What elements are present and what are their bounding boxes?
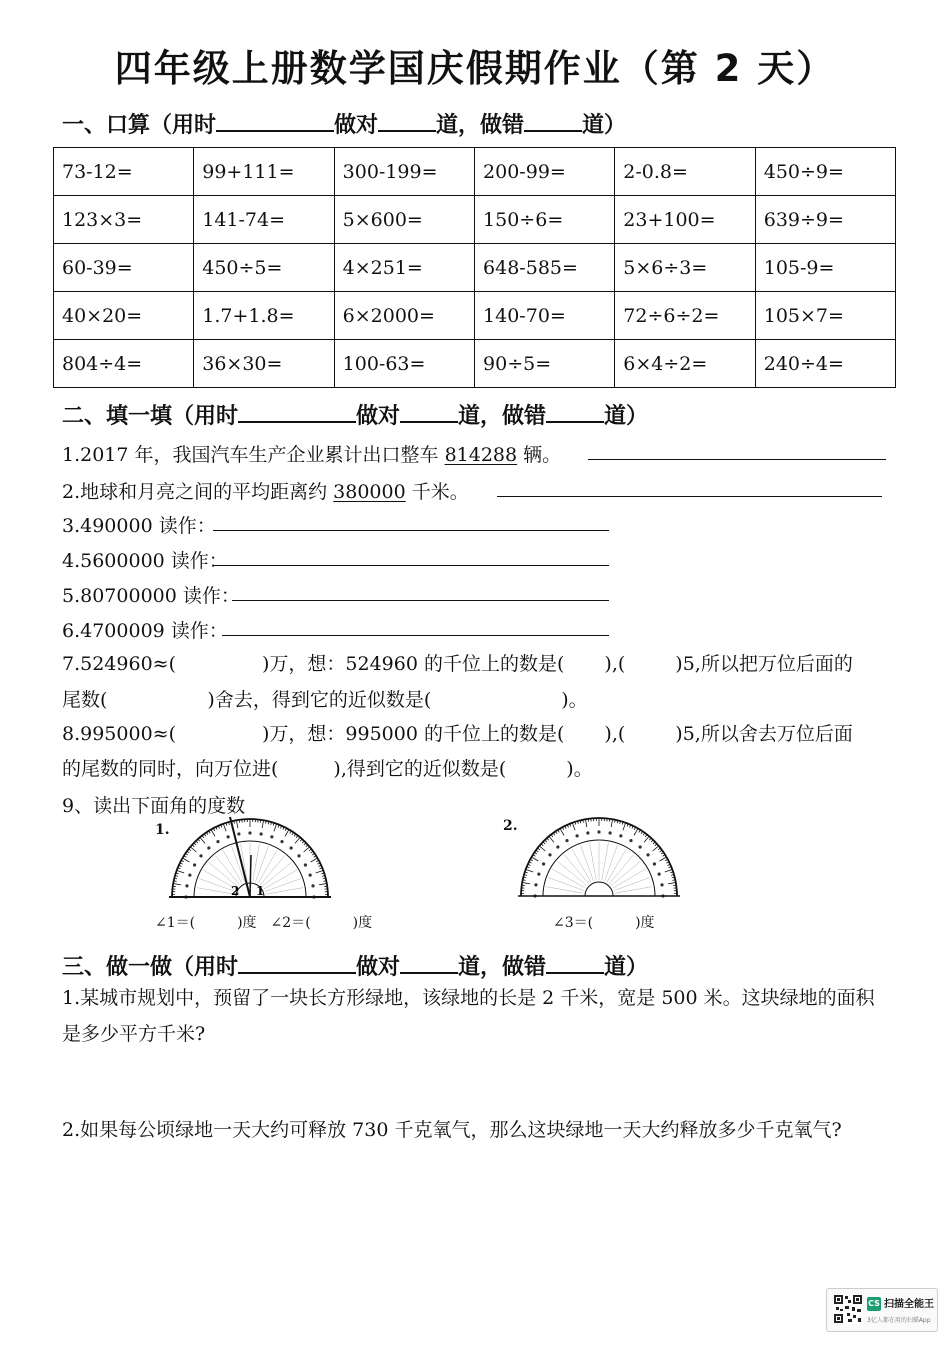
q7-part-g: )。 [561, 689, 588, 711]
protractor-tick [644, 836, 649, 842]
protractor-degree-label [199, 854, 202, 857]
protractor-degree-label [534, 883, 537, 886]
calc-cell[interactable]: 450÷9= [755, 148, 895, 196]
section2-wrong-label: 道，做错 [458, 404, 547, 429]
protractor-tick [522, 882, 530, 883]
protractor-tick [262, 820, 263, 828]
q7-part-f: )舍去，得到它的近似数是( [207, 689, 432, 711]
section2-heading [62, 399, 648, 430]
protractor-guide [590, 843, 597, 880]
protractor-tick [653, 842, 655, 844]
protractor-degree-label [311, 884, 314, 887]
q2-answer-line[interactable] [497, 496, 882, 497]
calc-cell[interactable]: 4×251= [334, 244, 474, 292]
q8-part-a: 8.995000≈( [62, 723, 176, 745]
calc-cell[interactable]: 804÷4= [54, 340, 194, 388]
time-blank[interactable] [238, 401, 356, 423]
section1-end-label: 道） [582, 113, 627, 138]
protractor-tick [173, 883, 181, 884]
protractor-tick [194, 843, 196, 845]
protractor-guide [253, 844, 260, 881]
calc-cell[interactable]: 100-63= [334, 340, 474, 388]
protractor-tick [177, 870, 185, 873]
section1-heading [62, 108, 626, 139]
q6-answer-line[interactable] [222, 635, 609, 636]
calc-cell[interactable]: 648-585= [475, 244, 615, 292]
question-2 [62, 477, 469, 504]
protractor-tick [200, 837, 205, 843]
camscanner-watermark [826, 1288, 938, 1332]
wrong-blank[interactable] [546, 952, 604, 974]
calc-row [54, 196, 896, 244]
protractor-tick [316, 870, 324, 873]
time-blank[interactable] [216, 110, 334, 132]
protractor-1-label: 1. [155, 822, 170, 838]
q1-unit: 辆。 [517, 444, 562, 466]
protractor-degree-label [586, 831, 589, 834]
protractor-tick [539, 846, 545, 851]
protractor-guide [266, 888, 303, 895]
calc-cell[interactable]: 141-74= [194, 196, 334, 244]
q7-part-c: ),( [604, 653, 626, 675]
protractor-guide [602, 843, 609, 880]
question-6: 6.4700009 读作： [62, 620, 228, 642]
question-5: 5.80700000 读作： [62, 585, 240, 607]
calc-row [54, 148, 896, 196]
calc-row [54, 244, 896, 292]
calc-row [54, 340, 896, 388]
calc-cell[interactable]: 40×20= [54, 292, 194, 340]
protractor-tick [665, 869, 673, 872]
camscanner-brand: 扫描全能王 [884, 1299, 934, 1310]
protractor-tick [295, 837, 300, 843]
protractor-tick [302, 841, 304, 843]
q7-part-b: )万，想：524960 的千位上的数是( [262, 653, 565, 675]
protractor-degree-label [658, 873, 661, 876]
q8-part-b: )万，想：995000 的千位上的数是( [262, 723, 565, 745]
protractor-degree-label [207, 846, 210, 849]
question-4: 4.5600000 读作： [62, 550, 228, 572]
protractor-2-scale [521, 818, 677, 898]
protractor-degree-label [248, 831, 251, 834]
protractor-2-label: 2. [503, 818, 518, 834]
question-8-line1 [62, 719, 853, 746]
calc-cell[interactable]: 5×6÷3= [615, 244, 755, 292]
calc-cell[interactable]: 1.7+1.8= [194, 292, 334, 340]
calc-cell[interactable]: 6×4÷2= [615, 340, 755, 388]
problem-2: 2.如果每公顷绿地一天大约可释放 730 千克氧气，那么这块绿地一天大约释放多少千克氧气? [62, 1119, 842, 1141]
calc-cell[interactable]: 23+100= [615, 196, 755, 244]
section3-label: 三、做一做（用时 [62, 955, 239, 980]
wrong-blank[interactable] [546, 401, 604, 423]
right-blank[interactable] [378, 110, 436, 132]
section1-wrong-label: 道，做错 [436, 113, 525, 138]
protractor-tick [545, 840, 547, 842]
protractor-tick [304, 843, 306, 845]
q7-part-d: )5,所以把万位后面的 [675, 653, 853, 675]
q8-part-e: 的尾数的同时，向万位进( [62, 758, 279, 780]
protractor-tick [611, 819, 612, 827]
protractor-degree-label [653, 862, 656, 865]
protractor-degree-label [565, 839, 568, 842]
protractor-tick [572, 823, 575, 831]
protractor-2-question: ∠3＝( )度 [553, 915, 655, 931]
protractor-degree-label [309, 874, 312, 877]
q2-unit: 千米。 [405, 481, 469, 503]
question-8-line2 [62, 754, 593, 781]
q2-number: 380000 [333, 481, 406, 503]
protractor-tick [274, 824, 277, 832]
protractor-degree-label [193, 863, 196, 866]
protractor-tick [543, 842, 545, 844]
protractor-degree-label [629, 839, 632, 842]
protractor-tick [306, 845, 308, 847]
protractor-tick [585, 819, 586, 827]
calc-cell[interactable]: 60-39= [54, 244, 194, 292]
section2-end-label: 道） [604, 404, 649, 429]
protractor-tick [668, 882, 676, 883]
protractor-tick [653, 846, 659, 851]
mental-math-table [53, 147, 896, 388]
calc-cell[interactable]: 73-12= [54, 148, 194, 196]
protractor-tick [319, 883, 327, 884]
protractor-tick [623, 823, 626, 831]
protractor-degree-label [646, 853, 649, 856]
calc-cell[interactable]: 300-199= [334, 148, 474, 196]
protractor-degree-label [660, 883, 663, 886]
q7-part-e: 尾数( [62, 689, 108, 711]
calc-cell[interactable]: 72÷6÷2= [615, 292, 755, 340]
protractor-tick [651, 840, 653, 842]
q2-text: 2.地球和月亮之间的平均距离约 [62, 481, 334, 503]
right-blank[interactable] [400, 952, 458, 974]
section3-right-label: 做对 [356, 955, 401, 980]
protractor-degree-label [270, 835, 273, 838]
calc-cell[interactable]: 90÷5= [475, 340, 615, 388]
question-7-line2 [62, 685, 588, 712]
protractor-1 [165, 815, 335, 905]
calc-cell[interactable]: 639÷9= [755, 196, 895, 244]
protractor-tick [192, 845, 194, 847]
q5-answer-line[interactable] [232, 600, 609, 601]
protractor-degree-label [304, 863, 307, 866]
section3-wrong-label: 道，做错 [458, 955, 547, 980]
section2-right-label: 做对 [356, 404, 401, 429]
protractor-guide [609, 855, 633, 884]
question-9: 9、读出下面角的度数 [62, 795, 246, 817]
calc-cell[interactable]: 200-99= [475, 148, 615, 196]
protractor-guide [215, 856, 239, 885]
protractor-tick [196, 841, 198, 843]
protractor-tick [526, 869, 534, 872]
calc-cell[interactable]: 5×600= [334, 196, 474, 244]
calc-cell[interactable]: 36×30= [194, 340, 334, 388]
protractor-guide [611, 861, 640, 885]
problem-1-answer-area[interactable] [62, 1055, 892, 1110]
protractor-degree-label [185, 884, 188, 887]
protractor-degree-label [542, 862, 545, 865]
question-3: 3.490000 读作： [62, 515, 216, 537]
q4-answer-line[interactable] [213, 565, 609, 566]
section3-heading [62, 950, 648, 981]
q8-part-d: )5,所以舍去万位后面 [675, 723, 853, 745]
question-1 [62, 440, 561, 467]
protractor-guide [558, 861, 587, 885]
calc-cell[interactable]: 240÷4= [755, 340, 895, 388]
protractor-degree-label [227, 835, 230, 838]
problem-1: 1.某城市规划中，预留了一块长方形绿地，该绿地的长是 2 千米，宽是 500 米。这块绿地的面积是多少平方千米? [62, 987, 875, 1045]
protractor-2 [514, 812, 684, 902]
angle-2-mark: 2 [231, 884, 240, 898]
protractor-degree-label [639, 845, 642, 848]
protractor-degree-label [290, 846, 293, 849]
protractor-center-arc [585, 882, 613, 896]
calc-cell[interactable]: 2-0.8= [615, 148, 755, 196]
protractor-tick [541, 844, 543, 846]
protractor-degree-label [619, 834, 622, 837]
protractor-guide [260, 856, 284, 885]
calc-cell[interactable]: 6×2000= [334, 292, 474, 340]
q1-text: 1.2017 年，我国汽车生产企业累计出口整车 [62, 444, 445, 466]
protractor-degree-label [537, 873, 540, 876]
protractor-degree-label [576, 834, 579, 837]
protractor-degree-label [216, 840, 219, 843]
protractor-tick [547, 838, 549, 840]
q7-part-a: 7.524960≈( [62, 653, 176, 675]
section3-end-label: 道） [604, 955, 649, 980]
protractor-tick [223, 824, 226, 832]
time-blank[interactable] [238, 952, 356, 974]
protractor-1-question: ∠1＝( )度 ∠2＝( )度 [155, 915, 373, 931]
camscanner-logo-icon: CS [867, 1297, 881, 1311]
q8-part-f: ),得到它的近似数是( [333, 758, 507, 780]
right-blank[interactable] [400, 401, 458, 423]
section1-right-label: 做对 [334, 113, 379, 138]
protractor-tick [655, 844, 657, 846]
protractor-degree-label [188, 874, 191, 877]
q8-part-g: )。 [566, 758, 593, 780]
protractor-guide [197, 888, 234, 895]
protractor-degree-label [260, 832, 263, 835]
calc-cell[interactable]: 123×3= [54, 196, 194, 244]
protractor-tick [198, 839, 200, 841]
page-title: 四年级上册数学国庆假期作业（第 2 天） [114, 47, 836, 90]
calc-cell[interactable]: 140-70= [475, 292, 615, 340]
problem-2-answer-area[interactable] [62, 1190, 892, 1270]
protractor-degree-label [556, 845, 559, 848]
protractor-tick [549, 836, 554, 842]
calc-row [54, 292, 896, 340]
protractor-tick [304, 847, 310, 852]
calc-cell[interactable]: 150÷6= [475, 196, 615, 244]
q1-answer-line[interactable] [588, 459, 886, 460]
q8-part-c: ),( [604, 723, 626, 745]
wrong-blank[interactable] [524, 110, 582, 132]
section2-label: 二、填一填（用时 [62, 404, 239, 429]
protractor-degree-label [297, 854, 300, 857]
question-7-line1 [62, 649, 853, 676]
qr-code-icon [833, 1294, 863, 1324]
protractor-tick [190, 847, 196, 852]
protractor-degree-label [609, 831, 612, 834]
camscanner-tagline: 3亿人都在用的扫描App [867, 1317, 931, 1324]
protractor-tick [649, 838, 651, 840]
q3-answer-line[interactable] [213, 530, 609, 531]
protractor-tick [300, 839, 302, 841]
protractor-1-ray-b [250, 855, 251, 897]
q1-number: 814288 [444, 444, 518, 466]
protractor-degree-label [237, 832, 240, 835]
protractor-guide [546, 887, 583, 894]
section1-label: 一、口算（用时 [62, 113, 217, 138]
protractor-guide [564, 855, 588, 884]
protractor-degree-label [548, 853, 551, 856]
calc-cell[interactable]: 105×7= [755, 292, 895, 340]
calc-cell[interactable]: 105-9= [755, 244, 895, 292]
protractor-tick [236, 820, 237, 828]
calc-cell[interactable]: 450÷5= [194, 244, 334, 292]
protractor-guide [615, 887, 652, 894]
protractor-degree-label [597, 830, 600, 833]
protractor-guide [262, 862, 291, 886]
angle-1-mark: 1 [256, 884, 265, 898]
protractor-degree-label [280, 840, 283, 843]
calc-cell[interactable]: 99+111= [194, 148, 334, 196]
